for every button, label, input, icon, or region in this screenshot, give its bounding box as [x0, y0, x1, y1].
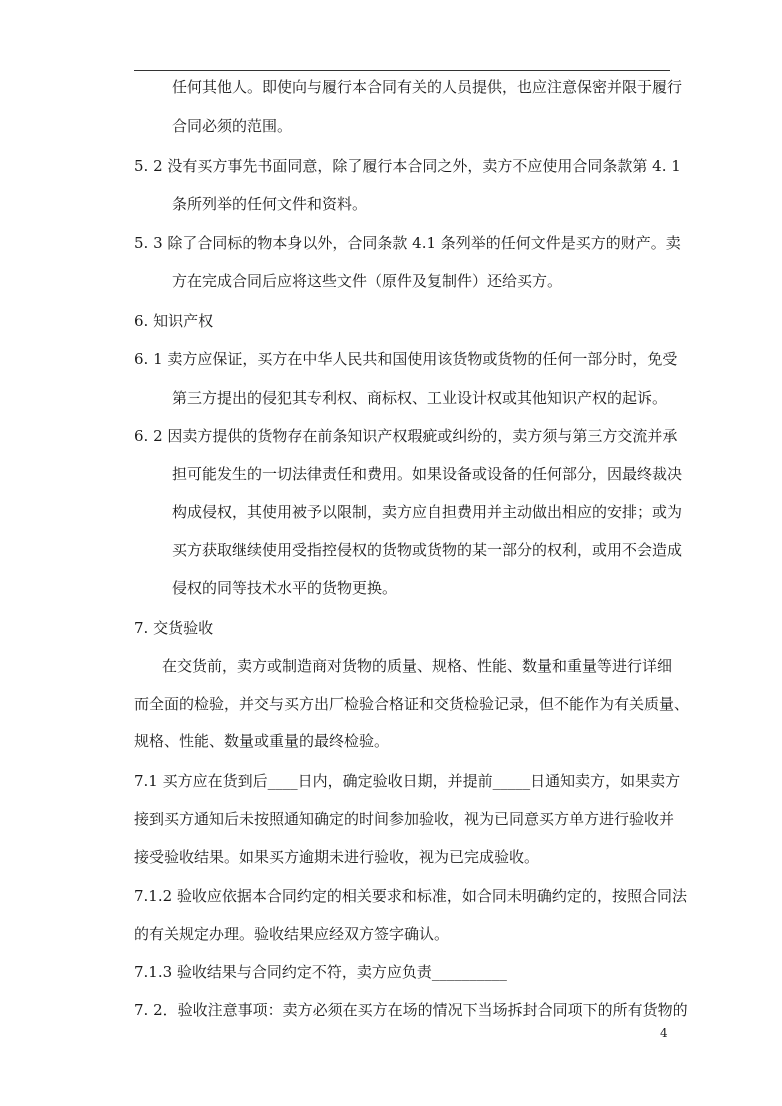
text-line: 第三方提出的侵犯其专利权、商标权、工业设计权或其他知识产权的起诉。 [172, 389, 668, 407]
text-line: 6. 2 因卖方提供的货物存在前条知识产权瑕疵或纠纷的，卖方须与第三方交流并承 [134, 427, 678, 445]
text-line: 规格、性能、数量或重量的最终检验。 [134, 732, 390, 750]
text-line: 任何其他人。即使向与履行本合同有关的人员提供，也应注意保密并限于履行 [172, 78, 683, 96]
text-line: 接受验收结果。如果买方逾期未进行验收，视为已完成验收。 [134, 848, 540, 866]
text-line: 担可能发生的一切法律责任和费用。如果设备或设备的任何部分，因最终裁决 [172, 465, 683, 483]
text-line: 侵权的同等技术水平的货物更换。 [172, 579, 398, 597]
text-line: 条所列举的任何文件和资料。 [172, 195, 368, 213]
text-line: 5. 2 没有买方事先书面同意，除了履行本合同之外，卖方不应使用合同条款第 4. 1 [134, 157, 681, 175]
text-line: 构成侵权，其使用被予以限制，卖方应自担费用并主动做出相应的安排；或为 [172, 503, 683, 521]
section-heading: 6. 知识产权 [134, 312, 214, 330]
text-line: 的有关规定办理。验收结果应经双方签字确认。 [134, 925, 450, 943]
text-line: 买方获取继续使用受指控侵权的货物或货物的某一部分的权利，或用不会造成 [172, 541, 683, 559]
text-line: 而全面的检验，并交与买方出厂检验合格证和交货检验记录，但不能作为有关质量、 [134, 695, 690, 713]
text-line: 接到买方通知后未按照通知确定的时间参加验收，视为已同意买方单方进行验收并 [134, 810, 675, 828]
text-line: 在交货前，卖方或制造商对货物的质量、规格、性能、数量和重量等进行详细 [162, 657, 673, 675]
section-heading: 7. 交货验收 [134, 619, 214, 637]
text-line: 5. 3 除了合同标的物本身以外，合同条款 4.1 条列举的任何文件是买方的财产。卖 [134, 234, 681, 252]
page-number: 4 [660, 1026, 668, 1040]
text-line: 方在完成合同后应将这些文件（原件及复制件）还给买方。 [172, 272, 563, 290]
text-line: 6. 1 卖方应保证，买方在中华人民共和国使用该货物或货物的任何一部分时，免受 [134, 350, 678, 368]
text-line: 7. 2．验收注意事项：卖方必须在买方在场的情况下当场拆封合同项下的所有货物的 [134, 1001, 688, 1019]
text-line: 合同必须的范围。 [172, 117, 293, 135]
header-rule [134, 70, 670, 71]
text-line: 7.1.3 验收结果与合同约定不符，卖方应负责__________ [134, 963, 507, 981]
text-line: 7.1 买方应在货到后____日内，确定验收日期，并提前_____日通知卖方，如果卖方 [134, 772, 681, 790]
text-line: 7.1.2 验收应依据本合同约定的相关要求和标准，如合同未明确约定的，按照合同法 [134, 887, 687, 905]
